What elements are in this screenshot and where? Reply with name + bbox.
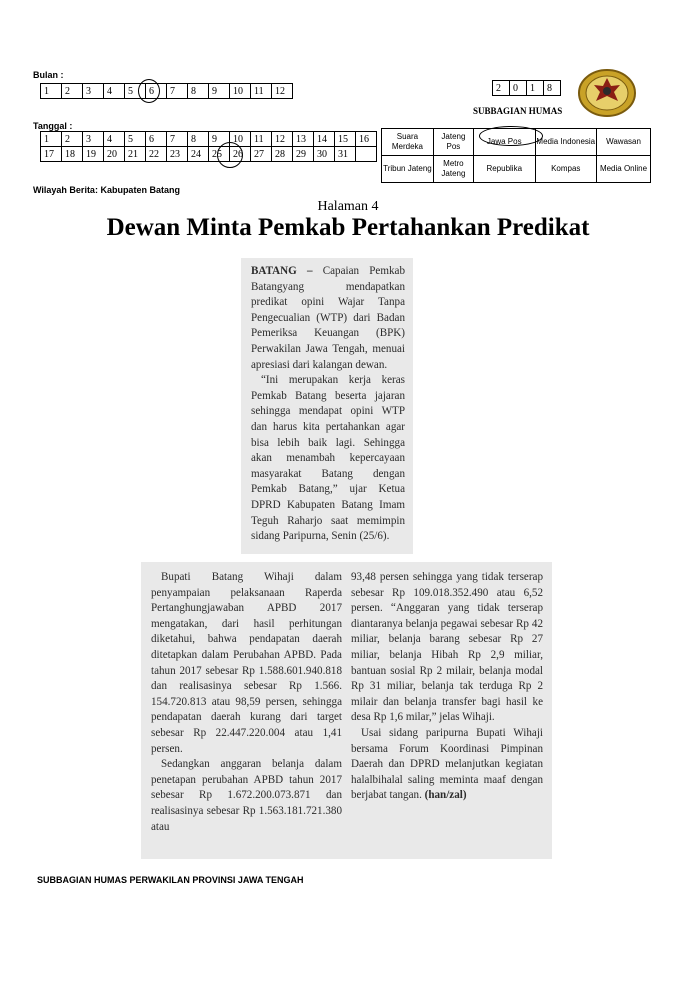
media-tribun-jateng: Tribun Jateng xyxy=(382,156,434,183)
selected-media-circle xyxy=(479,126,543,146)
month-cell-5: 5 xyxy=(125,84,146,99)
month-cell-11: 11 xyxy=(251,84,272,99)
year-digit-1: 2 xyxy=(493,81,510,96)
month-table xyxy=(40,83,293,99)
article-col-right-1: 93,48 persen sehingga yang tidak terserap sebesar Rp 109.018.352.490 atau 6,52 persen. “Anggaran yang tidak terserap diantaranya belanja pegawai sebesar Rp 42 miliar, belanja barang sebesar Rp 27 miliar, belanja Hibah Rp 2,9 miliar, bantuan sosial Rp 2 milair, belanja modal Rp 31 miliar, belanja tak terduga Rp 2 milair dan belanja transfer bagi hasil ke desa Rp 1,6 milar,” jelas Wihaji. xyxy=(351,571,543,724)
media-metro-jateng: Metro Jateng xyxy=(433,156,473,183)
date-cell-row2-5: 21 xyxy=(125,147,146,162)
media-online: Media Online xyxy=(597,156,651,183)
date-cell-row2-15: 31 xyxy=(335,147,356,162)
date-cell-7: 7 xyxy=(167,132,188,147)
column-right xyxy=(351,570,543,804)
date-cell-13: 13 xyxy=(293,132,314,147)
year-digit-3: 1 xyxy=(527,81,544,96)
article-col-left-2: Sedangkan anggaran belanja dalam penetapan perubahan APBD tahun 2017 sebesar Rp 1.672.200.073.871 dan realisasinya sebesar Rp 1.563.181.721.380 atau xyxy=(151,758,342,833)
media-suara-merdeka: Suara Merdeka xyxy=(382,129,434,156)
clipping-bottom xyxy=(141,562,552,859)
date-cell-10: 10 xyxy=(230,132,251,147)
footer: SUBBAGIAN HUMAS PERWAKILAN PROVINSI JAWA TENGAH xyxy=(37,875,304,885)
date-cell-row2-4: 20 xyxy=(104,147,125,162)
date-cell-14: 14 xyxy=(314,132,335,147)
month-cell-7: 7 xyxy=(167,84,188,99)
media-republika: Republika xyxy=(473,156,535,183)
date-cell-9: 9 xyxy=(209,132,230,147)
media-wawasan: Wawasan xyxy=(597,129,651,156)
month-cell-6: 6 xyxy=(146,84,167,99)
date-cell-row2-2: 18 xyxy=(62,147,83,162)
month-cell-2: 2 xyxy=(62,84,83,99)
month-cell-3: 3 xyxy=(83,84,104,99)
byline: (han/zal) xyxy=(424,789,467,802)
date-cell-4: 4 xyxy=(104,132,125,147)
date-cell-row2-7: 23 xyxy=(167,147,188,162)
date-cell-11: 11 xyxy=(251,132,272,147)
garuda-emblem-icon xyxy=(576,66,638,118)
date-cell-row2-14: 30 xyxy=(314,147,335,162)
date-cell-1: 1 xyxy=(41,132,62,147)
date-cell-16: 16 xyxy=(356,132,377,147)
date-cell-row2-16 xyxy=(356,147,377,162)
clipping-top xyxy=(241,258,413,554)
dateline: BATANG – xyxy=(251,265,313,277)
year-digit-4: 8 xyxy=(544,81,561,96)
date-cell-3: 3 xyxy=(83,132,104,147)
date-cell-12: 12 xyxy=(272,132,293,147)
date-cell-row2-10: 26 xyxy=(230,147,251,162)
date-cell-row2-3: 19 xyxy=(83,147,104,162)
month-cell-1: 1 xyxy=(41,84,62,99)
article-para-2: “Ini merupakan kerja keras Pemkab Batang beserta jajaran sehingga mendapat opini WTP dan harus kita pertahankan agar bisa lebih baik lagi. Sehingga akan menambah kepercayaan masyarakat Batang dengan Pemkab Batang,” ujar Ketua DPRD Kabupaten Batang Imam Teguh Raharjo saat memimpin sidang Paripurna, Senin (25/6). xyxy=(251,374,405,543)
date-cell-row2-1: 17 xyxy=(41,147,62,162)
headline: Dewan Minta Pemkab Pertahankan Predikat xyxy=(106,214,590,241)
bulan-label: Bulan : xyxy=(33,70,64,80)
article-col-left-1: Bupati Batang Wihaji dalam penyampaian pelaksanaan Raperda Pertanghungjawaban APBD 2017 mengatakan, dari hasil perhitungan diketahui, bahwa pendapatan daerah ditetapkan dalam Perubahan APBD. Pada tahun 2017 sebesar Rp 1.588.601.940.818 dan realisasinya sebesar Rp 1.566. 154.720.813 atau 98,59 persen, sehingga pendapatan daerah kurang dari target sebesar Rp 22.447.220.004 atau 1,41 persen. xyxy=(151,571,342,755)
article-col-right-2: Usai sidang paripurna Bupati Wihaji bersama Forum Koordinasi Pimpinan Daerah dan DPRD melanjutkan kegiatan halalbihalal saling meminta maaf dengan berjabat tangan. (han/zal) xyxy=(351,726,543,802)
date-cell-row2-6: 22 xyxy=(146,147,167,162)
selected-month-circle xyxy=(138,79,160,103)
media-kompas: Kompas xyxy=(535,156,597,183)
date-cell-15: 15 xyxy=(335,132,356,147)
date-cell-row2-12: 28 xyxy=(272,147,293,162)
media-media-indonesia: Media Indonesia xyxy=(535,129,597,156)
column-left xyxy=(151,570,342,835)
selected-date-circle xyxy=(217,142,243,168)
article-para-1: BATANG – Capaian Pemkab Batangyang mendapatkan predikat opini Wajar Tanpa Pengecualian (WTP) dari Badan Pemeriksa Keuangan (BPK) Perwakilan Jawa Tengah, menuai apresiasi dari kalangan dewan. xyxy=(251,265,405,371)
month-cell-9: 9 xyxy=(209,84,230,99)
month-cell-4: 4 xyxy=(104,84,125,99)
date-cell-8: 8 xyxy=(188,132,209,147)
page-label: Halaman 4 xyxy=(317,199,379,214)
date-cell-6: 6 xyxy=(146,132,167,147)
month-cell-10: 10 xyxy=(230,84,251,99)
month-cell-8: 8 xyxy=(188,84,209,99)
media-jateng-pos: Jateng Pos xyxy=(433,129,473,156)
date-cell-2: 2 xyxy=(62,132,83,147)
region-label: Wilayah Berita: Kabupaten Batang xyxy=(33,185,180,195)
media-jawa-pos: Jawa Pos xyxy=(473,129,535,156)
date-cell-row2-13: 29 xyxy=(293,147,314,162)
year-table xyxy=(492,80,561,96)
date-table xyxy=(40,131,377,162)
date-cell-row2-9: 25 xyxy=(209,147,230,162)
month-cell-12: 12 xyxy=(272,84,293,99)
date-cell-5: 5 xyxy=(125,132,146,147)
office-label: SUBBAGIAN HUMAS xyxy=(473,106,563,116)
year-digit-2: 0 xyxy=(510,81,527,96)
tanggal-label: Tanggal : xyxy=(33,121,73,131)
date-cell-row2-8: 24 xyxy=(188,147,209,162)
date-cell-row2-11: 27 xyxy=(251,147,272,162)
